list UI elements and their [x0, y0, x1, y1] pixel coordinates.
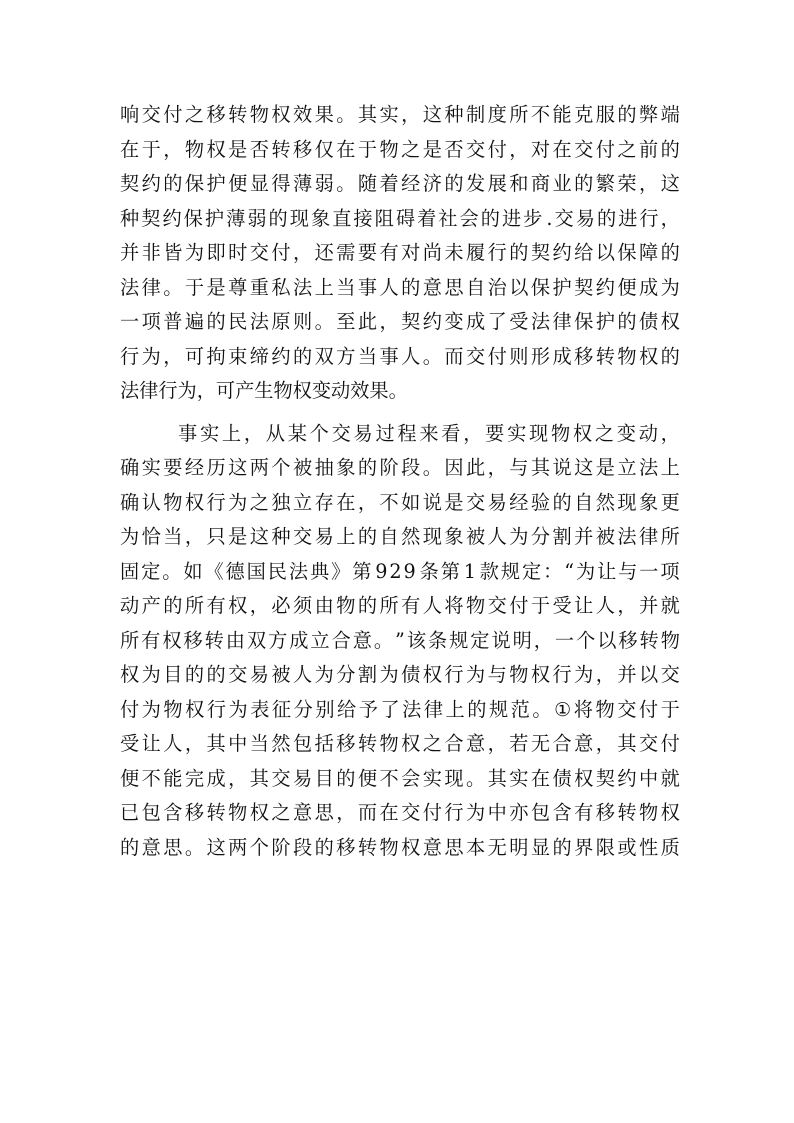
paragraph-2 [120, 417, 680, 866]
text-line: 确 认 物 权 行 为 之 独 立 存 在 ， 不 如 说 是 交 易 经 验 的 自 然 现 象 更 [120, 490, 680, 514]
text-line: 便 不 能 完 成 ， 其 交 易 目 的 便 不 会 实 现 。 其 实 在 债 权 契 约 中 就 [120, 766, 680, 790]
text-line: 的 意 思 。 这 两 个 阶 段 的 移 转 物 权 意 思 本 无 明 显 的 界 限 或 性 质 [120, 835, 680, 859]
paragraph-1 [120, 98, 680, 409]
text-line: 种 契 约 保 护 薄 弱 的 现 象 直 接 阻 碍 着 社 会 的 进 步 . 交 易 的 进 行 ， [120, 206, 680, 230]
text-line: 契 约 的 保 护 便 显 得 薄 弱 。 随 着 经 济 的 发 展 和 商 业 的 繁 荣 ， 这 [120, 172, 680, 195]
text-line: 响 交 付 之 移 转 物 权 效 果 。 其 实 ， 这 种 制 度 所 不 能 克 服 的 弊 端 [120, 103, 680, 126]
body-text [120, 98, 680, 865]
text-line: 付 为 物 权 行 为 表 征 分 别 给 予 了 法 律 上 的 规 范 。 ① 将 物 交 付 于 [120, 697, 680, 721]
text-line: 受 让 人 ， 其 中 当 然 包 括 移 转 物 权 之 合 意 ， 若 无 合 意 ， 其 交 付 [120, 732, 680, 755]
text-line: 法律行为，可产生物权变动效果。 [120, 379, 408, 402]
text-line: 事 实 上 ， 从 某 个 交 易 过 程 来 看 ， 要 实 现 物 权 之 变 动 ， [178, 421, 680, 445]
text-line: 权 为 目 的 的 交 易 被 人 为 分 割 为 债 权 行 为 与 物 权 行 为 ， 并 以 交 [120, 663, 680, 686]
text-line: 在 于 ， 物 权 是 否 转 移 仅 在 于 物 之 是 否 交 付 ， 对 在 交 付 之 前 的 [120, 137, 680, 161]
paragraph-gap [120, 409, 680, 417]
text-line: 法 律 。 于 是 尊 重 私 法 上 当 事 人 的 意 思 自 治 以 保 护 契 约 便 成 为 [120, 275, 680, 299]
text-line: 所 有 权 移 转 由 双 方 成 立 合 意 。 ” 该 条 规 定 说 明 ， 一 个 以 移 转 物 [120, 628, 680, 652]
text-line: 行 为 ， 可 拘 束 缔 约 的 双 方 当 事 人 。 而 交 付 则 形 成 移 转 物 权 的 [120, 344, 680, 368]
text-line: 动 产 的 所 有 权 ， 必 须 由 物 的 所 有 人 将 物 交 付 于 受 让 人 ， 并 就 [120, 594, 680, 617]
text-line: 为 恰 当 ， 只 是 这 种 交 易 上 的 自 然 现 象 被 人 为 分 割 并 被 法 律 所 [120, 525, 680, 548]
text-line: 并 非 皆 为 即 时 交 付 ， 还 需 要 有 对 尚 未 履 行 的 契 约 给 以 保 障 的 [120, 241, 680, 264]
text-line: 确 实 要 经 历 这 两 个 被 抽 象 的 阶 段 。 因 此 ， 与 其 说 这 是 立 法 上 [120, 456, 680, 479]
text-line: 一 项 普 遍 的 民 法 原 则 。 至 此 ， 契 约 变 成 了 受 法 律 保 护 的 债 权 [120, 310, 680, 333]
text-line: 固 定 。 如 《 德 国 民 法 典 》 第 9 2 9 条 第 1 款 规 定 ： “ 为 让 与 一 项 [120, 559, 680, 583]
text-line: 已 包 含 移 转 物 权 之 意 思 ， 而 在 交 付 行 为 中 亦 包 含 有 移 转 物 权 [120, 801, 680, 824]
